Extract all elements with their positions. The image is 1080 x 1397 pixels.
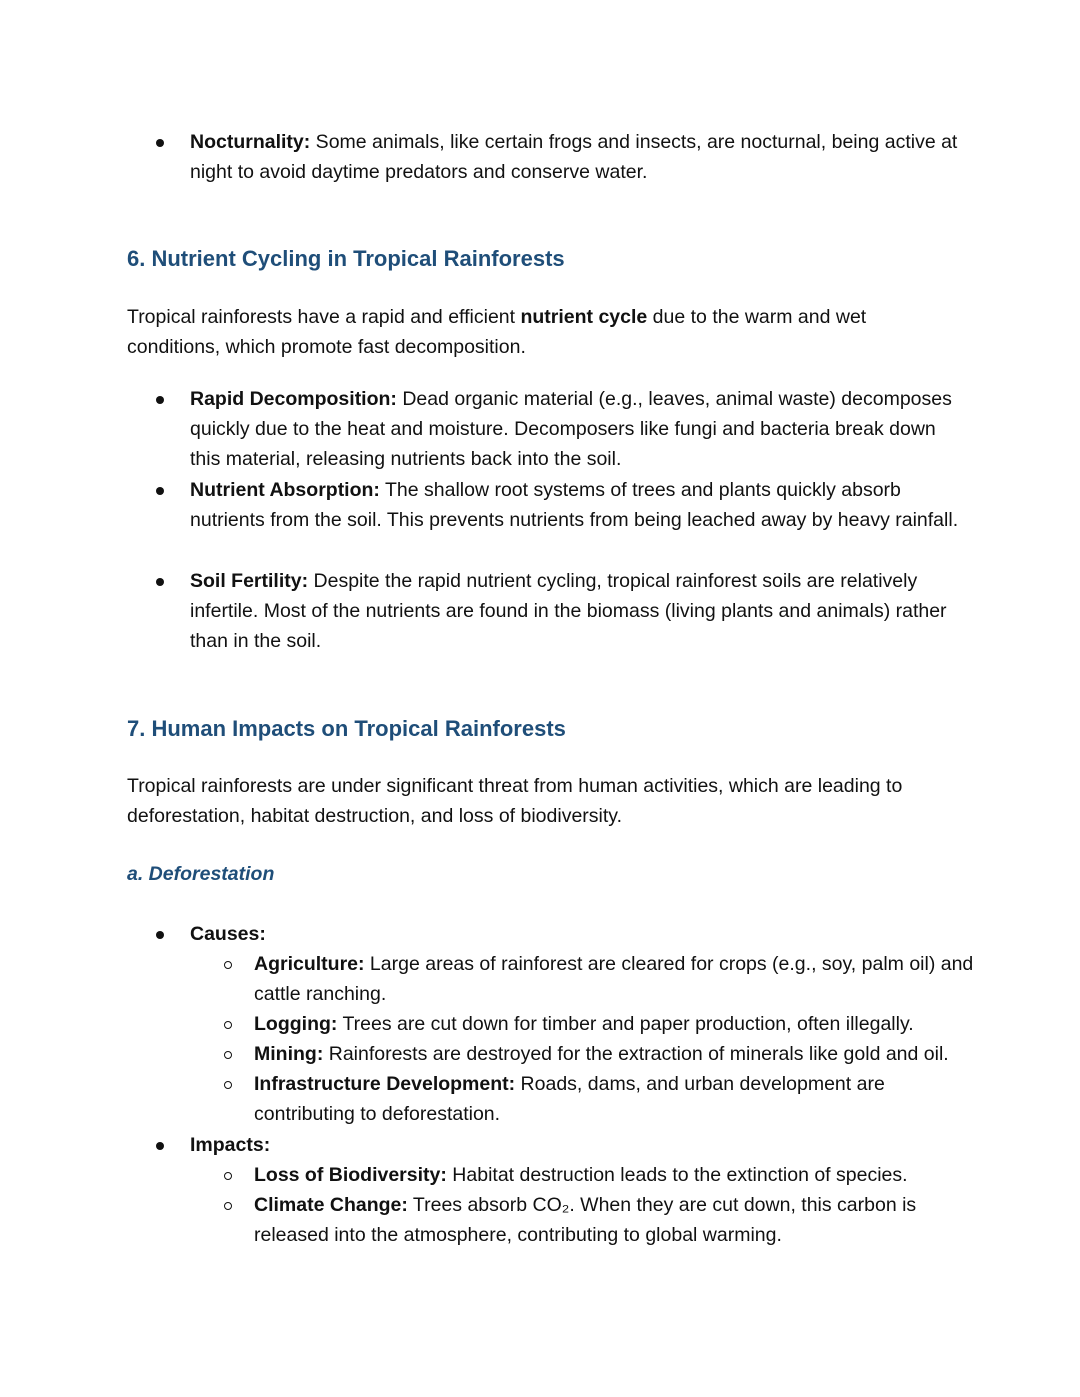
impact-biodiversity <box>254 1160 974 1190</box>
cause-logging <box>254 1009 974 1039</box>
bullet-icon <box>156 1142 164 1150</box>
section-6-heading: 6. Nutrient Cycling in Tropical Rainforests <box>127 246 565 271</box>
intro-text: due to the warm and wet conditions, which promote fast decomposition. <box>127 306 867 358</box>
text: Trees absorb CO₂. When they are cut down, this carbon is released into the atmosphere, contributing to global warming. <box>254 1194 917 1246</box>
intro-bold: nutrient cycle <box>520 306 648 328</box>
bullet-icon <box>156 396 164 404</box>
bullet-impacts <box>190 1130 960 1160</box>
bullet-icon <box>156 487 164 495</box>
sub-bullet-icon <box>224 1051 232 1059</box>
label: Causes: <box>190 923 266 945</box>
sub-bullet-icon <box>224 961 232 969</box>
term: Infrastructure Development: <box>254 1073 516 1095</box>
text: Some animals, like certain frogs and insects, are nocturnal, being active at night to avoid daytime predators and conserve water. <box>190 131 958 183</box>
label: Impacts: <box>190 1134 271 1156</box>
bullet-causes <box>190 919 960 949</box>
term: Rapid Decomposition: <box>190 388 397 410</box>
text: The shallow root systems of trees and plants quickly absorb nutrients from the soil. This prevents nutrients from being leached away by heavy rainfall. <box>190 479 959 531</box>
sub-bullet-icon <box>224 1021 232 1029</box>
text: Large areas of rainforest are cleared for crops (e.g., soy, palm oil) and cattle ranching. <box>254 953 974 1005</box>
term: Climate Change: <box>254 1194 408 1216</box>
cause-infrastructure <box>254 1069 974 1129</box>
text: Roads, dams, and urban development are contributing to deforestation. <box>254 1073 885 1125</box>
text: Despite the rapid nutrient cycling, tropical rainforest soils are relatively infertile. Most of the nutrients are found in the biomass (living plants and animals) rather than in the soil. <box>190 570 947 652</box>
section-7-intro: Tropical rainforests are under significant threat from human activities, which are leading to deforestation, habitat destruction, and loss of biodiversity. <box>127 775 903 827</box>
term: Soil Fertility: <box>190 570 309 592</box>
bullet-rapid-decomposition <box>190 384 960 474</box>
cause-agriculture <box>254 949 974 1009</box>
intro-text: Tropical rainforests have a rapid and efficient <box>127 306 521 328</box>
bullet-icon <box>156 139 164 147</box>
bullet-soil-fertility <box>190 566 960 656</box>
bullet-nocturnality <box>190 127 960 187</box>
sub-bullet-icon <box>224 1172 232 1180</box>
text: Habitat destruction leads to the extinction of species. <box>446 1164 908 1186</box>
term: Loss of Biodiversity: <box>254 1164 447 1186</box>
term: Nutrient Absorption: <box>190 479 380 501</box>
cause-mining <box>254 1039 974 1069</box>
text: Rainforests are destroyed for the extraction of minerals like gold and oil. <box>323 1043 949 1065</box>
section-6-intro <box>127 302 957 362</box>
term: Mining: <box>254 1043 324 1065</box>
term: Logging: <box>254 1013 338 1035</box>
impact-climate-change <box>254 1190 974 1250</box>
deforestation-subheading: a. Deforestation <box>127 863 275 885</box>
term: Agriculture: <box>254 953 365 975</box>
text: Trees are cut down for timber and paper production, often illegally. <box>337 1013 914 1035</box>
term: Nocturnality: <box>190 131 311 153</box>
text: Dead organic material (e.g., leaves, animal waste) decomposes quickly due to the heat and moisture. Decomposers like fungi and bacteria break down this material, releasing nutrients back into the soil. <box>190 388 952 470</box>
bullet-nutrient-absorption <box>190 475 960 535</box>
bullet-icon <box>156 578 164 586</box>
sub-bullet-icon <box>224 1081 232 1089</box>
sub-bullet-icon <box>224 1202 232 1210</box>
bullet-icon <box>156 931 164 939</box>
section-7-heading: 7. Human Impacts on Tropical Rainforests <box>127 716 566 741</box>
